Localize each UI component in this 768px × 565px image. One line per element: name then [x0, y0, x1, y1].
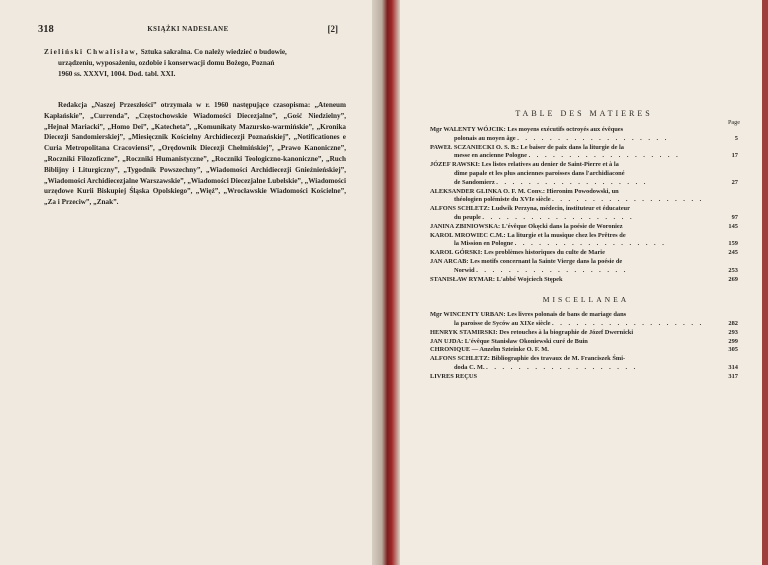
toc-page-number: 97 — [731, 213, 738, 221]
toc-page-number: 253 — [728, 266, 738, 274]
toc-entry — [430, 144, 742, 162]
toc-entry-title: PAWEŁ SCZANIECKI O. S. B.: Le baiser de paix dans la liturgie de la — [430, 143, 624, 151]
binding-edge — [762, 0, 768, 565]
toc-entry — [430, 276, 742, 285]
toc-entry — [430, 205, 742, 223]
toc-page-number: 27 — [731, 178, 738, 186]
toc-entry-continuation: Norwid . . . . . . . . . . . . . . . . . . . — [454, 266, 628, 274]
toc-entry-title: HENRYK STAMIRSKI: Des retouches à la biographie de Józef Dwernicki — [430, 328, 634, 336]
toc-page-number: 245 — [728, 249, 738, 257]
toc-entry-continuation: la Mission en Pologne . . . . . . . . . . . . . . . . . . . — [454, 240, 667, 248]
page-number: 318 — [38, 24, 54, 35]
toc-entry-title: JANINA ZBINIOWSKA: L'évêque Okęcki dans la poésie de Woroniez — [430, 222, 623, 230]
toc-entry-continuation: du peuple . . . . . . . . . . . . . . . . . . . — [454, 213, 635, 221]
toc-page-number: 145 — [728, 222, 738, 230]
toc-entry — [430, 346, 742, 355]
toc-entry-title: KAROL GÓRSKI: Les problèmes historiques du culte de Marie — [430, 249, 605, 257]
toc-page-number: 17 — [731, 152, 738, 160]
toc-entry — [430, 355, 742, 373]
toc-page-number: 314 — [728, 363, 738, 371]
leader-dots: . . . . . . . . . . . . . . . . . . . — [482, 213, 635, 221]
toc-page-number: 159 — [728, 240, 738, 248]
toc-title: TABLE DES MATIERES — [515, 109, 653, 118]
toc-page-number: 305 — [728, 346, 738, 354]
toc-page-number: 282 — [728, 319, 738, 327]
toc-entry-title: STANISŁAW RYMAR: L'abbé Wojciech Stępek — [430, 275, 563, 283]
toc-entry — [430, 188, 742, 206]
entry-line: urządzeniu, wyposażeniu, ozdobie i konserwacji domu Bożego, Poznań — [58, 58, 275, 67]
entry-line: 1960 ss. XXXVI, 1004. Dod. tabl. XXI. — [58, 69, 176, 78]
left-page — [0, 0, 372, 565]
toc-entry-title: ALFONS SCHLETZ: Ludwik Perzyna, médecin, instituteur et éducateur — [430, 205, 630, 213]
toc-page-number: 299 — [728, 337, 738, 345]
toc-entry-continuation: polonais au moyen âge . . . . . . . . . . . . . . . . . . . — [454, 134, 669, 142]
toc-entry — [430, 223, 742, 232]
toc-entry-title: Mgr WALENTY WÓJCIK: Les moyens exécutifs octroyés aux évêques — [430, 126, 624, 133]
toc-entry-title: KAROL MROWIEC C.M.: La liturgie et la musique chez les Prêtres de — [430, 231, 626, 239]
toc-entry — [430, 232, 742, 250]
toc-entry-title: Mgr WINCENTY URBAN: Les livres polonais de bans de mariage dans — [430, 311, 627, 319]
leader-dots: . . . . . . . . . . . . . . . . . . . — [517, 134, 669, 142]
leader-dots: . . . . . . . . . . . . . . . . . . . — [552, 319, 704, 327]
page-column-label: Page — [727, 119, 740, 126]
toc-entry-continuation: de Sandomierz . . . . . . . . . . . . . . . . . . . — [454, 178, 648, 186]
toc-entry-title: JAN ARCAB: Les motifs concernant la Sainte Vierge dans la poésie de — [430, 257, 623, 265]
leader-dots: . . . . . . . . . . . . . . . . . . . — [486, 363, 638, 371]
right-page — [400, 0, 768, 565]
toc-entry-continuation: théologien polémiste du XVIe siècle . . . . . . . . . . . . . . . . . . . — [454, 196, 704, 204]
toc-entry — [430, 338, 742, 347]
toc-entry-title: ALEKSANDER GLINKA O. F. M. Conv.: Hieronim Powodowski, un — [430, 187, 619, 195]
leader-dots: . . . . . . . . . . . . . . . . . . . — [476, 266, 628, 274]
book-gutter — [372, 0, 400, 565]
toc-entry — [430, 161, 742, 187]
toc-page-number: 5 — [734, 134, 738, 142]
entry-author: Zieliński Chwalisław, — [44, 48, 139, 56]
toc-entry-title: CHRONIQUE — Anzelm Szteinke O. F. M. — [430, 346, 549, 354]
leader-dots: . . . . . . . . . . . . . . . . . . . — [528, 152, 681, 160]
toc-entry — [430, 258, 742, 276]
journals-paragraph: Redakcja „Naszej Przeszłości” otrzymała w r. 1960 następujące czasopisma: „Ateneum Kapłańskie”, „Currenda”, „Częstochowskie Wiadomości Diecezjalne”, „Gość Niedzielny”, „Hejnał Mariacki”, „Homo Dei”, „Katecheta”, „Komunikaty Mazursko-warmińskie”, „Kronika Diecezji Sandomierskiej”, „Miesięcznik Kościelny Archidiecezji Poznańskiej”, „Notificationes e Curia Metropolitana Cracoviensi”, „Orędownik Diecezji Chełmińskiej”, „Prawo Kanoniczne”, „Roczniki Filozoficzne”, „Roczniki Humanistyczne”, „Roczniki Teologiczno-kanoniczne”, „Ruch Biblijny i Liturgiczny”, „Tygodnik Powszechny”, „Wiadomości Archidiecezji Gnieźnieńskiej”, „Wiadomości Archidiecezjalne Warszawskie”, „Wiadomości Diecezjalne Lubelskie”, „Wiadomości urzędowe Kurii Biskupiej Śląska Opolskiego”, „Więź”, „Wrocławskie Wiadomości Kościelne”, „Za i Przeciw”, „Znak”. — [44, 101, 346, 207]
leader-dots: . . . . . . . . . . . . . . . . . . . — [496, 178, 648, 186]
entry-line: Sztuka sakralna. Co należy wiedzieć o budowie, — [140, 48, 287, 56]
toc-entry-continuation: messe en ancienne Pologne . . . . . . . . . . . . . . . . . . . — [454, 152, 681, 160]
toc-page-number: 317 — [728, 372, 738, 380]
toc-entry-continuation: doda C. M. . . . . . . . . . . . . . . . . . . . — [454, 363, 638, 371]
toc-entry — [430, 249, 742, 258]
toc-entry — [430, 329, 742, 338]
page-header — [38, 24, 338, 36]
toc-entry — [430, 373, 742, 382]
miscellanea-title: MISCELLANEA — [542, 295, 630, 305]
section-marker: [2] — [327, 24, 338, 34]
toc-page-number: 293 — [728, 328, 738, 336]
leader-dots: . . . . . . . . . . . . . . . . . . . — [514, 240, 667, 248]
toc-entry-title: JAN UJDA: L'évêque Stanisław Okoniewski curé de Buin — [430, 337, 588, 345]
leader-dots: . . . . . . . . . . . . . . . . . . . — [552, 196, 704, 204]
toc-entry-continuation: dîme papale et les plus anciennes paroisses dans l'archidiaconé — [454, 169, 625, 177]
table-of-contents — [430, 126, 742, 382]
toc-page-number: 269 — [728, 275, 738, 283]
running-head: KSIĄŻKI NADESŁANE — [147, 26, 229, 33]
toc-entry-title: JÓZEF RAWSKI: Les listes relatives au denier de Saint-Pierre et à la — [430, 161, 619, 169]
toc-entry-continuation: la paroisse de Syców au XIXe siècle . . . . . . . . . . . . . . . . . . . — [454, 319, 704, 327]
book-entry — [44, 47, 346, 79]
toc-entry — [430, 126, 742, 144]
toc-entry-title: ALFONS SCHLETZ: Bibliographie des travaux de M. Franciszek Śmi- — [430, 355, 626, 363]
toc-entry — [430, 311, 742, 329]
toc-entry-title: LIVRES REÇUS — [430, 372, 478, 380]
